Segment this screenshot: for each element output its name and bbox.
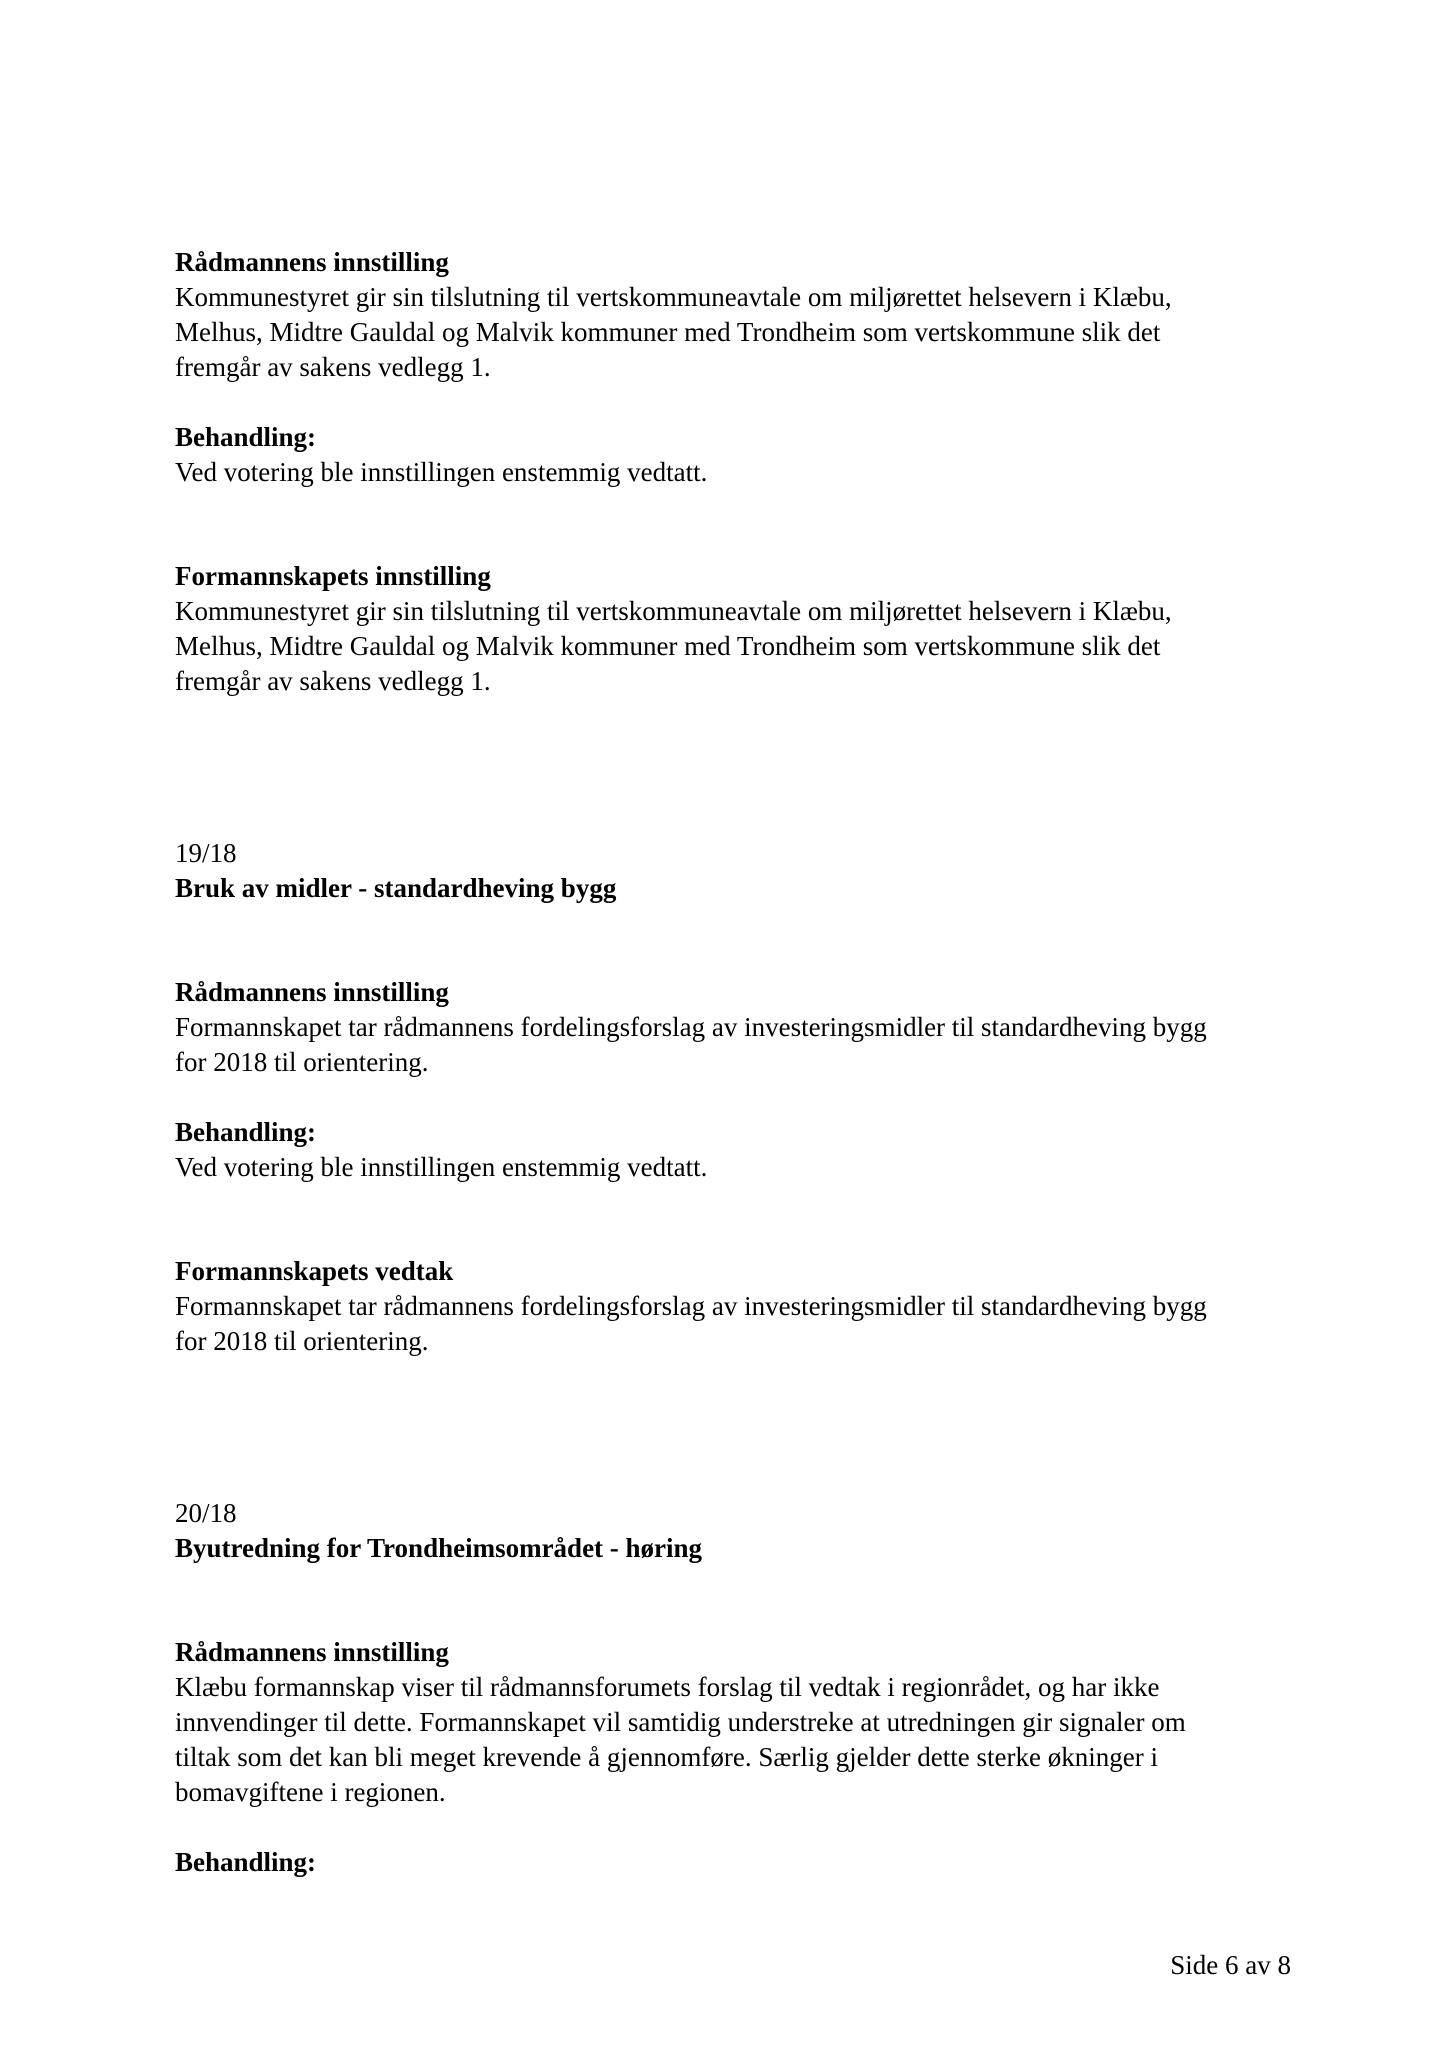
case-number: 19/18 (175, 838, 237, 868)
raadmann-heading: Rådmannens innstilling (175, 1637, 449, 1667)
behandling-heading: Behandling: (175, 1117, 317, 1147)
behandling-text: Ved votering ble innstillingen enstemmig vedtatt. (175, 457, 708, 487)
section-byutredning-trondheimsomradet (175, 1496, 1295, 1880)
vedtak-text (175, 1289, 1295, 1359)
vedtak-heading: Formannskapets vedtak (175, 1256, 454, 1286)
case-title: Byutredning for Trondheimsområdet - høring (175, 1533, 703, 1563)
text-line: Formannskapet tar rådmannens fordelingsforslag av investeringsmidler til standardheving bygg (175, 1012, 1207, 1042)
text-line: for 2018 til orientering. (175, 1326, 429, 1356)
case-number: 20/18 (175, 1498, 237, 1528)
behandling-heading: Behandling: (175, 1847, 317, 1877)
formannskap-heading: Formannskapets innstilling (175, 561, 491, 591)
text-line: Melhus, Midtre Gauldal og Malvik kommuner med Trondheim som vertskommune slik det (175, 631, 1161, 661)
section-miljorettet-helsevern (175, 245, 1295, 699)
text-line: for 2018 til orientering. (175, 1047, 429, 1077)
page-number: Side 6 av 8 (1170, 1950, 1291, 1980)
text-line: fremgår av sakens vedlegg 1. (175, 352, 491, 382)
text-line: Kommunestyret gir sin tilslutning til vertskommuneavtale om miljørettet helsevern i Klæbu, (175, 282, 1172, 312)
raadmann-text (175, 280, 1295, 385)
raadmann-text (175, 1670, 1295, 1810)
document-body (175, 245, 1295, 1880)
text-line: tiltak som det kan bli meget krevende å gjennomføre. Særlig gjelder dette sterke økninger i (175, 1742, 1158, 1772)
text-line: bomavgiftene i regionen. (175, 1777, 446, 1807)
text-line: Melhus, Midtre Gauldal og Malvik kommuner med Trondheim som vertskommune slik det (175, 317, 1161, 347)
text-line: fremgår av sakens vedlegg 1. (175, 666, 491, 696)
raadmann-heading: Rådmannens innstilling (175, 977, 449, 1007)
text-line: innvendinger til dette. Formannskapet vil samtidig understreke at utredningen gir signaler om (175, 1707, 1186, 1737)
text-line: Formannskapet tar rådmannens fordelingsforslag av investeringsmidler til standardheving bygg (175, 1291, 1207, 1321)
text-line: Kommunestyret gir sin tilslutning til vertskommuneavtale om miljørettet helsevern i Klæbu, (175, 596, 1172, 626)
section-standardheving-bygg (175, 836, 1295, 1359)
formannskap-text (175, 594, 1295, 699)
text-line: Klæbu formannskap viser til rådmannsforumets forslag til vedtak i regionrådet, og har ikke (175, 1672, 1160, 1702)
raadmann-heading: Rådmannens innstilling (175, 247, 449, 277)
raadmann-text (175, 1010, 1295, 1080)
case-title: Bruk av midler - standardheving bygg (175, 873, 617, 903)
behandling-text: Ved votering ble innstillingen enstemmig vedtatt. (175, 1152, 708, 1182)
behandling-heading: Behandling: (175, 422, 317, 452)
